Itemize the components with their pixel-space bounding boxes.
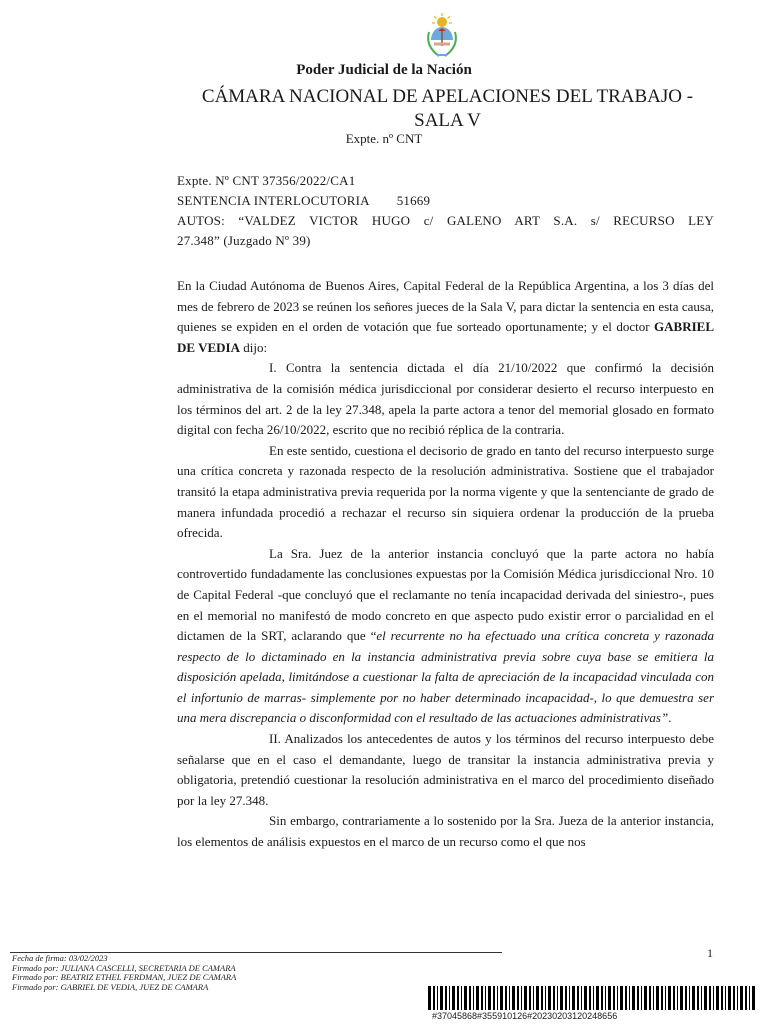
sentencia-label: SENTENCIA INTERLOCUTORIA bbox=[177, 193, 370, 208]
sentencia-line bbox=[177, 191, 714, 211]
document-body bbox=[177, 276, 714, 853]
lower-court-text: La Sra. Juez de la anterior instancia concluyó que la parte actora no había controvertido fundadamente las conclusiones expuestas por la Comisión Médica jurisdiccional Nro. 10 de Capital Federal -que concluyó que el reclamante no tenía incapacidad derivada del siniestro-, pues en el memorial no manifestó de modo concreto en que aspecto pudo existir error o parcialidad en el dictamen de la SRT, aclarando que “ bbox=[177, 545, 714, 644]
barcode bbox=[428, 986, 758, 1012]
signature-1: Firmado por: JULIANA CASCELLI, SECRETARIA DE CAMARA bbox=[12, 962, 236, 973]
paragraph-however: Sin embargo, contrariamente a lo sostenido por la Sra. Jueza de la anterior instancia, los elementos de análisis expuestos en el marco de un recurso como el que nos bbox=[177, 813, 714, 850]
header-expte: Expte. nº CNT bbox=[345, 131, 423, 146]
paragraph-criticism: En este sentido, cuestiona el decisorio de grado en tanto del recurso interpuesto surge una crítica concreta y razonada respecto de la resolución administrativa. Sostiene que el trabajador transitó la etapa administrativa previa requerida por la norma vigente y que la sentenciante de grado de manera infundada procedió a rechazar el recurso sin siquiera ordenar la producción de la prueba ofrecida. bbox=[177, 442, 714, 541]
quoted-text: el recurrente no ha efectuado una crítica concreta y razonada respecto de lo dictaminado en la instancia administrativa previa sobre cuya base se emitiera la disposición apelada, limitándose a cuestionar la falta de apreciación de la incapacidad vinculada con el infortunio de marras- simplemente por no haber determinado incapacidad-, lo que demuestra ser una mera discrepancia o disconformidad con el resultado de las actuaciones administrativas” bbox=[177, 628, 714, 726]
national-coat-of-arms-icon bbox=[422, 12, 462, 60]
paragraph-lower-court bbox=[177, 544, 714, 729]
signature-3: Firmado por: GABRIEL DE VEDIA, JUEZ DE CAMARA bbox=[12, 981, 209, 992]
paragraph-ii: II. Analizados los antecedentes de autos y los términos del recurso interpuesto debe señalarse que en el caso el demandante, luego de transitar la instancia administrativa previa y obligatoria, pretendió cuestionar la resolución administrativa en el marco del procedimiento diseñado por la ley 27.348. bbox=[177, 731, 714, 808]
signature-date: Fecha de firma: 03/02/2023 bbox=[12, 953, 108, 963]
court-name: Poder Judicial de la Nación bbox=[296, 62, 472, 78]
intro-end: dijo: bbox=[239, 339, 268, 355]
signature-block bbox=[12, 954, 236, 992]
case-expte: Expte. Nº CNT 37356/2022/CA1 bbox=[177, 173, 356, 188]
signature-2: Firmado por: BEATRIZ ETHEL FERDMAN, JUEZ DE CAMARA bbox=[12, 972, 237, 982]
paragraph-intro bbox=[177, 276, 714, 358]
intro-text: En la Ciudad Autónoma de Buenos Aires, Capital Federal de la República Argentina, a los 3 días del mes de febrero de 2023 se reúnen los señores jueces de la Sala V, para dictar la sentencia en esta causa, quienes se expiden en el orden de votación que fue sorteado oportunamente; y el doctor bbox=[177, 278, 714, 335]
chamber-name: CÁMARA NACIONAL DE APELACIONES DEL TRABAJO - SALA V bbox=[201, 86, 694, 131]
autos-line-2: 27.348” (Juzgado Nº 39) bbox=[177, 233, 311, 248]
paragraph-i: I. Contra la sentencia dictada el día 21/10/2022 que confirmó la decisión administrativa de la comisión médica jurisdiccional por considerar desierto el recurso interpuesto en los términos del art. 2 de la ley 27.348, apela la parte actora a tenor del memorial glosado en formato digital con fecha 26/10/2022, escrito que no recibió réplica de la contraria. bbox=[177, 360, 714, 438]
case-metadata bbox=[177, 171, 714, 251]
sentencia-number: 51669 bbox=[396, 193, 431, 208]
barcode-text: #37045868#355910126#20230203120248656 bbox=[432, 1011, 618, 1021]
judge-name: GABRIEL DE VEDIA bbox=[177, 319, 714, 355]
autos-line-1: AUTOS: “VALDEZ VICTOR HUGO c/ GALENO ART S.A. s/ RECURSO LEY bbox=[177, 213, 714, 228]
quote-end: . bbox=[668, 710, 672, 726]
page-number: 1 bbox=[707, 946, 713, 960]
